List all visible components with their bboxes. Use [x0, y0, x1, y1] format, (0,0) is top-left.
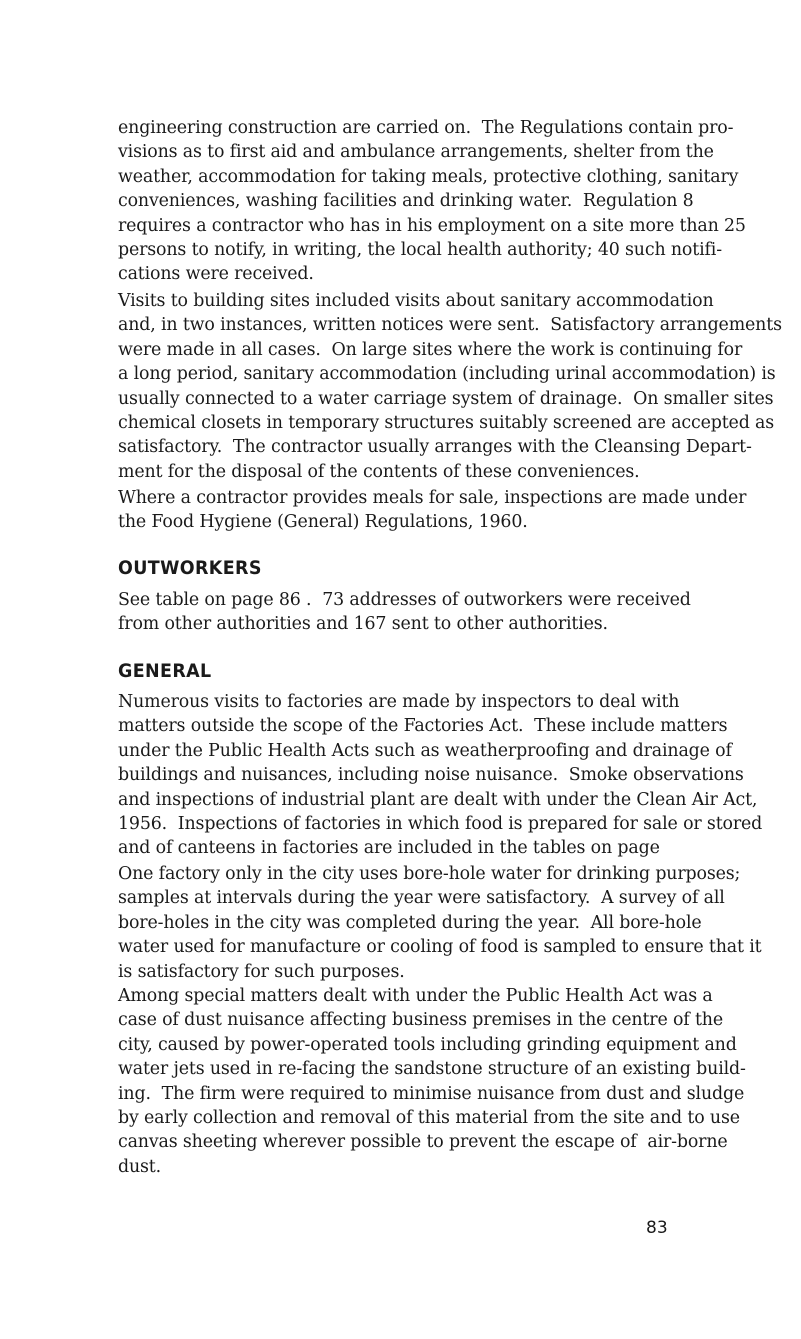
text-line: were made in all cases. On large sites where the work is continuing for: [118, 339, 743, 360]
text-line: requires a contractor who has in his employment on a site more than 25: [118, 215, 746, 236]
text-line: Among special matters dealt with under the Public Health Act was a: [118, 986, 713, 1006]
text-line: See table on page 86 . 73 addresses of outworkers were received: [118, 590, 691, 610]
text-line: persons to notify, in writing, the local health authority; 40 such notifi-: [118, 240, 722, 261]
text-line: water used for manufacture or cooling of food is sampled to ensure that it: [118, 937, 762, 958]
text-line: Visits to building sites included visits about sanitary accommodation: [118, 291, 714, 311]
text-line: One factory only in the city uses bore-hole water for drinking purposes;: [118, 864, 741, 884]
text-line: ment for the disposal of the contents of these conveniences.: [118, 461, 640, 482]
text-line: cations were received.: [118, 264, 314, 285]
text-line: 1956. Inspections of factories in which food is prepared for sale or stored: [118, 814, 763, 835]
heading-outworkers: OUTWORKERS: [118, 557, 262, 579]
text-line: usually connected to a water carriage system of drainage. On smaller sites: [118, 388, 774, 409]
text-line: dust.: [118, 1156, 162, 1177]
text-line: engineering construction are carried on. The Regulations contain pro-: [118, 118, 734, 138]
text-line: the Food Hygiene (General) Regulations, 1960.: [118, 512, 528, 533]
text-line: from other authorities and 167 sent to other authorities.: [118, 614, 608, 635]
text-line: by early collection and removal of this material from the site and to use: [118, 1108, 740, 1129]
paragraph-outworkers: [118, 588, 693, 637]
text-line: Numerous visits to factories are made by inspectors to deal with: [118, 692, 680, 712]
text-line: and of canteens in factories are included in the tables on page: [118, 838, 660, 859]
text-line: Where a contractor provides meals for sale, inspections are made under: [118, 488, 747, 508]
text-line: bore-holes in the city was completed during the year. All bore-hole: [118, 912, 702, 933]
text-line: water jets used in re-facing the sandstone structure of an existing build-: [118, 1059, 746, 1080]
text-line: and, in two instances, written notices were sent. Satisfactory arrangements: [118, 315, 782, 336]
text-line: canvas sheeting wherever possible to prevent the escape of air-borne: [118, 1132, 728, 1153]
paragraph-building-site-visits: [118, 289, 782, 484]
text-line: buildings and nuisances, including noise nuisance. Smoke observations: [118, 765, 744, 786]
paragraph-factory-visits: [118, 690, 763, 861]
page-number: 83: [646, 1218, 668, 1238]
paragraph-bore-hole-water: [118, 862, 762, 984]
text-line: samples at intervals during the year were satisfactory. A survey of all: [118, 888, 725, 909]
text-line: is satisfactory for such purposes.: [118, 961, 405, 982]
heading-general: GENERAL: [118, 660, 212, 682]
text-line: under the Public Health Acts such as weatherproofing and drainage of: [118, 740, 732, 761]
text-line: ing. The firm were required to minimise nuisance from dust and sludge: [118, 1083, 745, 1104]
paragraph-dust-nuisance: [118, 984, 746, 1179]
text-line: city, caused by power-operated tools including grinding equipment and: [118, 1034, 737, 1055]
text-line: weather, accommodation for taking meals, protective clothing, sanitary: [118, 166, 739, 187]
text-line: matters outside the scope of the Factories Act. These include matters: [118, 716, 728, 737]
text-line: and inspections of industrial plant are dealt with under the Clean Air Act,: [118, 789, 758, 810]
text-line: case of dust nuisance affecting business premises in the centre of the: [118, 1010, 723, 1031]
text-line: chemical closets in temporary structures suitably screened are accepted as: [118, 413, 775, 434]
paragraph-food-hygiene: [118, 486, 747, 535]
text-line: visions as to first aid and ambulance arrangements, shelter from the: [118, 142, 714, 163]
text-line: a long period, sanitary accommodation (including urinal accommodation) is: [118, 364, 776, 385]
paragraph-contractor-regulations: [118, 116, 746, 287]
text-line: satisfactory. The contractor usually arranges with the Cleansing Depart-: [118, 437, 752, 458]
text-line: conveniences, washing facilities and drinking water. Regulation 8: [118, 191, 694, 212]
